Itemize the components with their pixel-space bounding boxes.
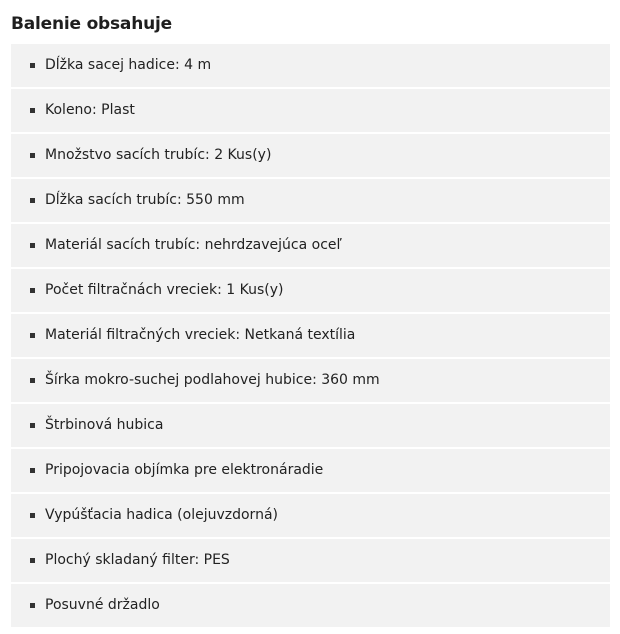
list-item-text: Dĺžka sacích trubíc: 550 mm bbox=[45, 192, 245, 208]
list-item bbox=[11, 404, 610, 447]
bullet-icon bbox=[30, 558, 35, 563]
section-title: Balenie obsahuje bbox=[11, 14, 172, 34]
bullet-icon bbox=[30, 333, 35, 338]
list-item bbox=[11, 494, 610, 537]
list-item bbox=[11, 89, 610, 132]
list-item-text: Materiál sacích trubíc: nehrdzavejúca oceľ bbox=[45, 237, 342, 253]
bullet-icon bbox=[30, 243, 35, 248]
list-item-text: Koleno: Plast bbox=[45, 102, 135, 118]
bullet-icon bbox=[30, 108, 35, 113]
bullet-icon bbox=[30, 378, 35, 383]
list-item bbox=[11, 449, 610, 492]
list-item bbox=[11, 584, 610, 627]
list-item-text: Pripojovacia objímka pre elektronáradie bbox=[45, 462, 324, 478]
list-item-text: Vypúšťacia hadica (olejuvzdorná) bbox=[45, 507, 278, 523]
bullet-icon bbox=[30, 423, 35, 428]
contents-list bbox=[11, 44, 610, 629]
list-item bbox=[11, 359, 610, 402]
list-item bbox=[11, 539, 610, 582]
list-item-text: Množstvo sacích trubíc: 2 Kus(y) bbox=[45, 147, 272, 163]
bullet-icon bbox=[30, 468, 35, 473]
bullet-icon bbox=[30, 288, 35, 293]
list-item-text: Dĺžka sacej hadice: 4 m bbox=[45, 57, 212, 73]
list-item bbox=[11, 269, 610, 312]
list-item-text: Plochý skladaný filter: PES bbox=[45, 552, 230, 568]
list-item bbox=[11, 179, 610, 222]
bullet-icon bbox=[30, 513, 35, 518]
bullet-icon bbox=[30, 63, 35, 68]
bullet-icon bbox=[30, 153, 35, 158]
list-item-text: Posuvné držadlo bbox=[45, 597, 160, 613]
list-item-text: Materiál filtračných vreciek: Netkaná textília bbox=[45, 327, 356, 343]
list-item bbox=[11, 224, 610, 267]
list-item bbox=[11, 44, 610, 87]
bullet-icon bbox=[30, 603, 35, 608]
list-item-text: Šírka mokro-suchej podlahovej hubice: 360 mm bbox=[45, 372, 380, 388]
list-item-text: Počet filtračnách vreciek: 1 Kus(y) bbox=[45, 282, 284, 298]
list-item bbox=[11, 314, 610, 357]
bullet-icon bbox=[30, 198, 35, 203]
list-item bbox=[11, 134, 610, 177]
list-item-text: Štrbinová hubica bbox=[45, 417, 164, 433]
